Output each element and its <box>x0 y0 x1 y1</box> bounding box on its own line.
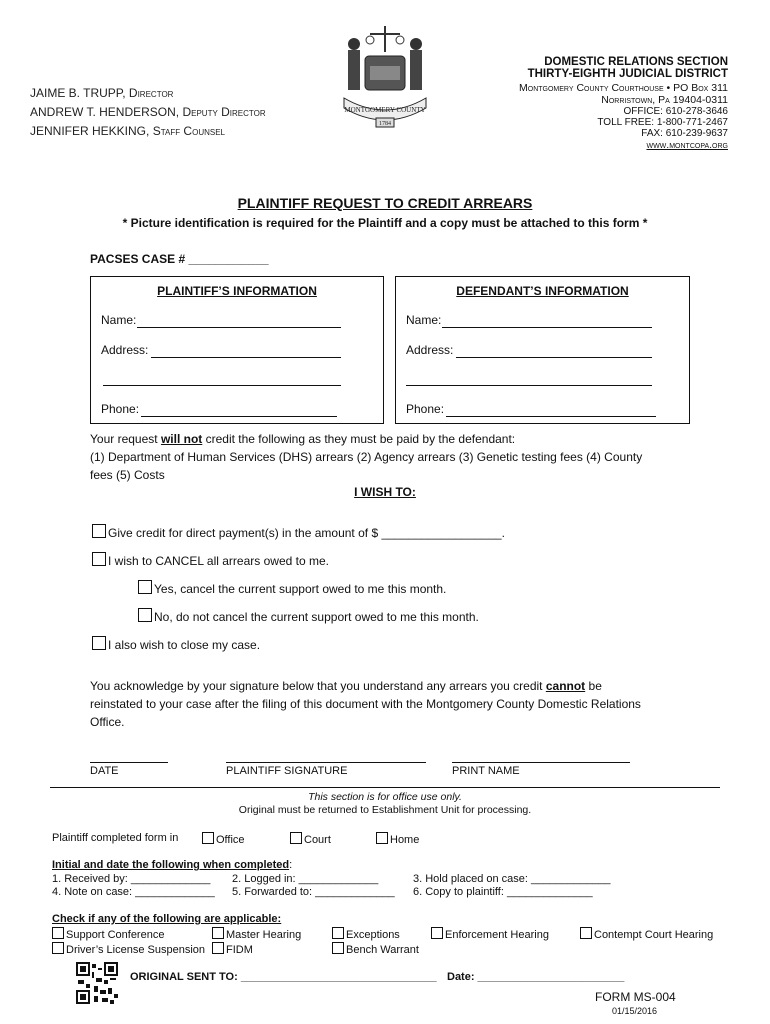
ack-text: reinstated to your case after the filing of this document with the Montgomery County Domestic Relations <box>90 697 641 711</box>
fidm-option <box>212 942 253 956</box>
enforcement-hearing-option <box>431 927 549 941</box>
office-use-note: This section is for office use only. <box>308 791 462 803</box>
credit-checkbox[interactable] <box>92 524 106 538</box>
completed-form-label: Plaintiff completed form in <box>52 832 179 844</box>
date-signature-line[interactable] <box>90 762 168 763</box>
credit-option <box>92 524 505 540</box>
completed-home-option <box>376 832 419 846</box>
form-date: 01/15/2016 <box>612 1006 658 1016</box>
address-line-1: Montgomery County Courthouse • PO Box 311 <box>519 82 728 94</box>
court-checkbox[interactable] <box>290 832 302 844</box>
plaintiff-info-box <box>90 276 384 424</box>
date-label: DATE <box>90 765 119 777</box>
plaintiff-info-header: PLAINTIFF’S INFORMATION <box>157 284 317 298</box>
step-logged-in[interactable]: 2. Logged in: _____________ <box>232 873 379 885</box>
staff-title: Director <box>128 86 174 100</box>
check-applicable-header: Check if any of the following are applicable: <box>52 913 282 925</box>
master-hearing-option <box>212 927 301 941</box>
step-note-on-case[interactable]: 4. Note on case: _____________ <box>52 886 215 898</box>
contempt-hearing-checkbox[interactable] <box>580 927 592 939</box>
contempt-hearing-option <box>580 927 713 941</box>
plaintiff-signature-label: PLAINTIFF SIGNATURE <box>226 765 348 777</box>
bench-warrant-option <box>332 942 419 956</box>
i-wish-to-header: I WISH TO: <box>354 485 416 499</box>
request-list-line: (1) Department of Human Services (DHS) arrears (2) Agency arrears (3) Genetic testing fees (4) County <box>90 450 643 464</box>
license-suspension-label: Driver’s License Suspension <box>66 944 205 956</box>
staff-name: JENNIFER HEKKING, <box>30 124 153 138</box>
license-suspension-option <box>52 942 205 956</box>
initial-date-header-text: Initial and date the following when completed <box>52 859 290 871</box>
step-copy-to-plaintiff[interactable]: 6. Copy to plaintiff: ______________ <box>413 886 593 898</box>
staff-title: Staff Counsel <box>152 124 225 138</box>
no-cancel-label: No, do not cancel the current support owed to me this month. <box>154 610 479 624</box>
acknowledgement-paragraph <box>90 677 690 731</box>
exceptions-option <box>332 927 400 941</box>
address-line-2: Norristown, Pa 19404-0311 <box>601 94 728 106</box>
office-checkbox[interactable] <box>202 832 214 844</box>
original-sent-date-field[interactable]: Date: ________________________ <box>447 971 625 983</box>
plaintiff-address-field-2[interactable] <box>103 385 341 386</box>
cannot-text: cannot <box>545 679 586 693</box>
fidm-checkbox[interactable] <box>212 942 224 954</box>
plaintiff-name-label: Name: <box>101 313 137 327</box>
contempt-hearing-label: Contempt Court Hearing <box>594 929 714 941</box>
request-text: credit the following as they must be paid by the defendant: <box>202 432 516 446</box>
completed-court-option <box>290 832 331 846</box>
form-subtitle: * Picture identification is required for the Plaintiff and a copy must be attached to this form * <box>122 216 648 230</box>
initial-date-colon: : <box>289 859 293 871</box>
cancel-arrears-checkbox[interactable] <box>92 552 106 566</box>
exceptions-label: Exceptions <box>346 929 400 941</box>
close-case-option <box>92 636 260 652</box>
bench-warrant-checkbox[interactable] <box>332 942 344 954</box>
staff-title: Deputy Director <box>182 105 266 119</box>
staff-name: JAIME B. TRUPP, <box>30 86 129 100</box>
fax-number: FAX: 610-239-9637 <box>641 128 728 139</box>
staff-name: ANDREW T. HENDERSON, <box>30 105 183 119</box>
home-option-label: Home <box>390 834 420 846</box>
cancel-option-label: I wish to CANCEL all arrears owed to me. <box>108 554 329 568</box>
home-checkbox[interactable] <box>376 832 388 844</box>
support-conference-option <box>52 927 164 941</box>
original-sent-to-field[interactable]: ORIGINAL SENT TO: ________________________________ <box>130 971 437 983</box>
master-hearing-checkbox[interactable] <box>212 927 224 939</box>
request-list-line: fees (5) Costs <box>90 468 165 482</box>
exceptions-checkbox[interactable] <box>332 927 344 939</box>
defendant-info-header: DEFENDANT’S INFORMATION <box>456 284 629 298</box>
credit-option-label: Give credit for direct payment(s) in the amount of $ __________________. <box>108 526 505 540</box>
form-title: PLAINTIFF REQUEST TO CREDIT ARREARS <box>237 195 533 211</box>
print-name-line[interactable] <box>452 762 630 763</box>
defendant-address-field-2[interactable] <box>406 385 652 386</box>
close-case-label: I also wish to close my case. <box>108 638 261 652</box>
support-conference-checkbox[interactable] <box>52 927 64 939</box>
print-name-label: PRINT NAME <box>452 765 520 777</box>
defendant-name-field[interactable] <box>442 327 652 328</box>
staff-director <box>30 86 173 100</box>
court-option-label: Court <box>304 834 331 846</box>
master-hearing-label: Master Hearing <box>226 929 302 941</box>
plaintiff-address-label: Address: <box>101 343 149 357</box>
plaintiff-phone-label: Phone: <box>101 402 140 416</box>
office-return-note: Original must be returned to Establishment Unit for processing. <box>238 804 532 816</box>
yes-cancel-checkbox[interactable] <box>138 580 152 594</box>
district-name: THIRTY-EIGHTH JUDICIAL DISTRICT <box>527 68 728 80</box>
plaintiff-phone-field[interactable] <box>141 416 337 417</box>
request-text: Your request <box>90 432 161 446</box>
plaintiff-signature-line[interactable] <box>226 762 426 763</box>
close-case-checkbox[interactable] <box>92 636 106 650</box>
yes-cancel-option <box>138 580 446 596</box>
fidm-label: FIDM <box>226 944 253 956</box>
toll-free-phone: TOLL FREE: 1-800-771-2467 <box>597 117 728 128</box>
initial-date-header <box>52 859 292 871</box>
defendant-info-box <box>395 276 690 424</box>
bench-warrant-label: Bench Warrant <box>346 944 419 956</box>
request-paragraph <box>90 430 690 484</box>
ack-text: You acknowledge by your signature below that you understand any arrears you credit <box>90 679 546 693</box>
staff-deputy-director <box>30 105 266 119</box>
no-cancel-option <box>138 608 479 624</box>
defendant-phone-field[interactable] <box>446 416 656 417</box>
staff-counsel <box>30 124 225 138</box>
will-not-text: will not <box>160 432 203 446</box>
plaintiff-name-field[interactable] <box>137 327 341 328</box>
step-hold-placed[interactable]: 3. Hold placed on case: _____________ <box>413 873 611 885</box>
support-conference-label: Support Conference <box>66 929 165 941</box>
qr-code-icon <box>76 962 118 1004</box>
step-received-by[interactable]: 1. Received by: _____________ <box>52 873 211 885</box>
seal-text: MONTGOMERY COUNTY <box>344 106 426 114</box>
defendant-address-label: Address: <box>406 343 454 357</box>
step-forwarded-to[interactable]: 5. Forwarded to: _____________ <box>232 886 395 898</box>
defendant-address-field[interactable] <box>456 357 652 358</box>
defendant-phone-label: Phone: <box>406 402 445 416</box>
enforcement-hearing-label: Enforcement Hearing <box>445 929 549 941</box>
department-block <box>519 56 728 151</box>
office-option-label: Office <box>216 834 245 846</box>
office-section-divider <box>50 787 720 788</box>
form-number: FORM MS-004 <box>595 990 676 1004</box>
website-link[interactable]: www.montcopa.org <box>646 139 728 151</box>
enforcement-hearing-checkbox[interactable] <box>431 927 443 939</box>
department-name: DOMESTIC RELATIONS SECTION <box>544 56 728 68</box>
seal-year: 1784 <box>379 121 391 127</box>
pacses-case-field[interactable]: PACSES CASE # ____________ <box>90 252 269 266</box>
yes-cancel-label: Yes, cancel the current support owed to me this month. <box>154 582 447 596</box>
no-cancel-checkbox[interactable] <box>138 608 152 622</box>
ack-text: be <box>585 679 602 693</box>
completed-office-option <box>202 832 245 846</box>
ack-text: Office. <box>90 715 125 729</box>
cancel-option <box>92 552 329 568</box>
plaintiff-address-field[interactable] <box>151 357 341 358</box>
defendant-name-label: Name: <box>406 313 442 327</box>
county-seal-logo <box>340 22 430 130</box>
license-suspension-checkbox[interactable] <box>52 942 64 954</box>
office-phone: OFFICE: 610-278-3646 <box>623 106 728 117</box>
